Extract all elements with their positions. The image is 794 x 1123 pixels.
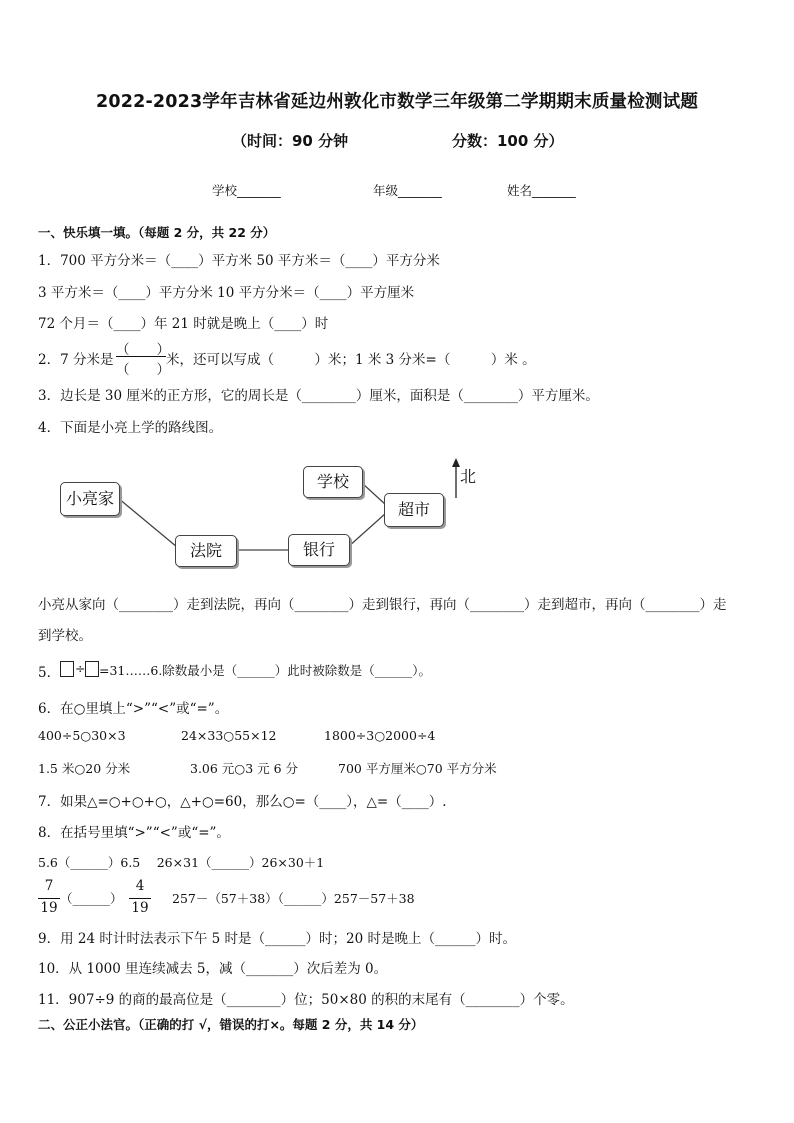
fraction-bar [129,898,151,899]
question-2-suffix: 米，还可以写成（ ）米；1 米 3 分米=（ ）米 。 [166,352,536,368]
fraction-denominator: （ ） [116,362,170,378]
question-9: 9．用 24 时计时法表示下午 5 时是（______）时；20 时是晚上（______）时。 [38,931,516,947]
question-2-prefix: 2．7 分米是 [38,352,114,368]
exam-time: （时间：90 分钟 [232,132,349,150]
map-bank: 银行 [288,534,350,566]
question-6-item-2: 24×33○55×12 [181,728,277,743]
map-north-label: 北 [460,467,477,486]
question-8-line-b: 257－（57＋38）（______）257－57＋38 [172,891,415,906]
route-bank-market [348,513,386,547]
question-6: 6．在○里填上“>”“<”或“=”。 [38,701,229,717]
question-1c: 72 个月＝（____）年 21 时就是晚上（____）时 [38,316,329,332]
question-4: 4．下面是小亮上学的路线图。 [38,420,223,436]
question-3: 3．边长是 30 厘米的正方形，它的周长是（________）厘米，面积是（________）平方厘米。 [38,388,599,404]
fraction-bar [116,356,166,357]
divisor-box [85,661,99,677]
dividend-box [60,661,74,677]
exam-score: 分数：100 分） [452,132,564,150]
question-6-item-3: 1800÷3○2000÷4 [324,728,436,743]
question-5-prefix: 5． [38,665,61,681]
question-7: 7．如果△=○+○+○，△+○=60，那么○=（____），△=（____）. [38,794,447,810]
question-8: 8．在括号里填“>”“<”或“=”。 [38,825,230,841]
question-6-item-5: 3.06 元○3 元 6 分 [190,761,299,776]
grade-field: 年级_______ [373,183,442,198]
map-court: 法院 [175,535,237,567]
route-home-court [118,498,177,547]
map-market: 超市 [384,493,444,527]
north-arrow-head [452,458,460,467]
fraction-numerator: 4 [135,878,145,894]
question-6-item-6: 700 平方厘米○70 平方分米 [338,761,497,776]
fraction-4-19 [129,878,151,918]
question-6-item-1: 400÷5○30×3 [38,728,126,743]
route-school-market [362,483,386,505]
question-4-answer-b: 到学校。 [38,628,92,644]
question-11: 11．907÷9 的商的最高位是（________）位；50×80 的积的末尾有（________）个零。 [38,992,574,1008]
fraction-bar [38,898,60,899]
question-8-line-a: 5.6（______）6.5 26×31（______）26×30＋1 [38,855,325,870]
division-sign: ÷ [75,661,86,676]
question-8-blank: （______） [60,891,123,906]
question-1a: 1．700 平方分米＝（____）平方米 50 平方米＝（____）平方分米 [38,253,440,269]
fraction-7-19 [38,878,60,918]
section1-heading: 一、快乐填一填。（每题 2 分，共 22 分） [38,225,276,240]
fraction-denominator: 19 [131,900,149,916]
question-1b: 3 平方米＝（____）平方分米 10 平方分米＝（____）平方厘米 [38,285,415,301]
question-6-item-4: 1.5 米○20 分米 [38,761,131,776]
question-4-answer-a: 小亮从家向（________）走到法院，再向（________）走到银行，再向（________）走到超市，再向（________）走 [38,597,727,613]
question-5-text: =31……6.除数最小是（______）此时被除数是（______）。 [99,663,432,678]
fraction-denominator: 19 [40,900,58,916]
page-title: 2022-2023学年吉林省延边州敦化市数学三年级第二学期期末质量检测试题 [95,92,699,112]
fraction-numerator: （ ） [116,342,170,358]
name-field: 姓名_______ [507,183,576,198]
school-field: 学校_______ [212,183,281,198]
section2-heading: 二、公正小法官。（正确的打 √，错误的打×。每题 2 分，共 14 分） [38,1017,424,1032]
question-10: 10．从 1000 里连续减去 5，减（_______）次后差为 0。 [38,961,388,977]
map-school: 学校 [303,466,363,498]
map-home: 小亮家 [60,482,120,516]
fraction-numerator: 7 [44,878,54,894]
question-2-fraction [116,338,170,378]
